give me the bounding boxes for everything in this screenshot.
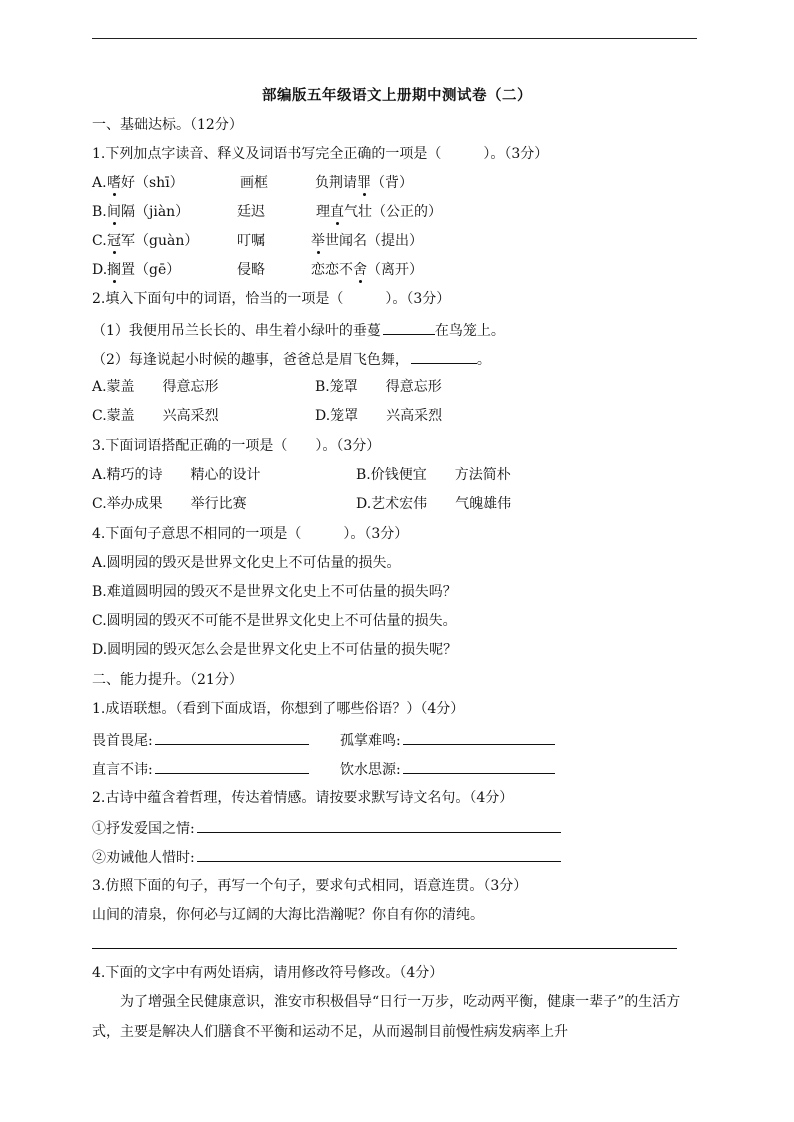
option-text: 隔（jiàn） bbox=[121, 204, 190, 220]
q2-option-b: B.笼罩 得意忘形 bbox=[315, 379, 442, 395]
option-word-1 bbox=[107, 261, 180, 279]
section-1-heading: 一、基础达标。（12分） bbox=[92, 117, 243, 133]
dotted-char: 举 bbox=[311, 233, 325, 249]
answer-line[interactable] bbox=[92, 948, 677, 949]
option-text: 世闻名（提出） bbox=[325, 233, 423, 249]
option-label: B. bbox=[92, 204, 107, 220]
q2-option-c: C.蒙盖 兴高采烈 bbox=[92, 408, 219, 424]
idiom-label: 饮水思源: bbox=[340, 762, 401, 778]
q2-sentence-1 bbox=[92, 320, 505, 340]
idiom-直言不讳 bbox=[92, 759, 309, 779]
poem-item-1 bbox=[92, 818, 561, 838]
sentence-text: （1）我便用吊兰长长的、串生着小绿叶的垂蔓 bbox=[92, 323, 381, 339]
q4-option-d: D.圆明园的毁灭怎么会是世界文化史上不可估量的损失呢？ bbox=[92, 642, 458, 658]
sentence-text: 。 bbox=[476, 352, 491, 368]
dotted-char: 舍 bbox=[353, 262, 367, 278]
option-text: 理 bbox=[316, 204, 330, 220]
option-text: 军（guàn） bbox=[121, 233, 199, 249]
sentence-text: 在鸟笼上。 bbox=[434, 323, 505, 339]
option-label: A. bbox=[92, 175, 107, 191]
poem-label: ①抒发爱国之情: bbox=[92, 821, 195, 837]
option-word-1 bbox=[107, 232, 198, 250]
answer-blank[interactable] bbox=[403, 730, 555, 745]
answer-blank[interactable] bbox=[197, 818, 561, 833]
dotted-char: 直 bbox=[330, 204, 344, 220]
q4-option-a: A.圆明园的毁灭是世界文化史上不可估量的损失。 bbox=[92, 555, 401, 571]
header-rule bbox=[92, 38, 697, 39]
q4-stem: 4.下面句子意思不相同的一项是（ ）。（3分） bbox=[92, 526, 409, 542]
idiom-畏首畏尾 bbox=[92, 730, 309, 750]
option-word-3 bbox=[315, 174, 413, 192]
dotted-char: 冠 bbox=[107, 233, 121, 249]
answer-blank[interactable] bbox=[197, 847, 561, 862]
option-text: 好（shī） bbox=[121, 175, 184, 191]
q1-stem: 1.下列加点字读音、释义及词语书写完全正确的一项是（ ）。（3分） bbox=[92, 146, 549, 162]
option-word-3 bbox=[311, 232, 423, 250]
option-word-2: 叮嘱 bbox=[237, 233, 265, 249]
section-2-heading: 二、能力提升。（21分） bbox=[92, 672, 243, 688]
idiom-label: 直言不讳: bbox=[92, 762, 153, 778]
s2-q4-stem: 4.下面的文字中有两处语病，请用修改符号修改。（4分） bbox=[92, 965, 444, 981]
option-label: D. bbox=[92, 262, 108, 278]
option-word-3 bbox=[311, 261, 423, 279]
sentence-text: （2）每逢说起小时候的趣事，爸爸总是眉飞色舞， bbox=[92, 352, 409, 368]
option-text: 负荆请 bbox=[315, 175, 357, 191]
dotted-char: 嗜 bbox=[107, 175, 121, 191]
q2-sentence-2 bbox=[92, 349, 491, 369]
poem-item-2 bbox=[92, 847, 561, 867]
option-word-3 bbox=[316, 203, 442, 221]
option-word-1 bbox=[107, 174, 184, 192]
option-text: 气壮（公正的） bbox=[344, 204, 442, 220]
q4-option-b: B.难道圆明园的毁灭不是世界文化史上不可估量的损失吗？ bbox=[92, 584, 457, 600]
s2-q3-stem: 3.仿照下面的句子，再写一个句子，要求句式相同，语意连贯。（3分） bbox=[92, 878, 528, 894]
idiom-label: 孤掌难鸣: bbox=[340, 733, 401, 749]
fill-blank[interactable] bbox=[411, 349, 477, 364]
dotted-char: 间 bbox=[107, 204, 121, 220]
q4-option-c: C.圆明园的毁灭不可能不是世界文化史上不可估量的损失。 bbox=[92, 613, 457, 629]
s2-q3-example: 山间的清泉，你何必与辽阔的大海比浩瀚呢？你自有你的清纯。 bbox=[92, 907, 484, 923]
option-text: 恋恋不 bbox=[311, 262, 353, 278]
option-text: （背） bbox=[371, 175, 413, 191]
option-word-2: 廷迟 bbox=[237, 204, 265, 220]
answer-blank[interactable] bbox=[403, 759, 555, 774]
answer-blank[interactable] bbox=[155, 759, 309, 774]
q3-stem: 3.下面词语搭配正确的一项是（ ）。（3分） bbox=[92, 438, 381, 454]
s2-q4-paragraph: 为了增强全民健康意识，淮安市积极倡导“日行一万步，吃动两平衡，健康一辈子”的生活方式，主要是解决人们膳食不平衡和运动不足，从而遏制目前慢性病发病率上升 bbox=[92, 994, 681, 1040]
q3-option-b: B.价钱便宜 方法简朴 bbox=[356, 467, 511, 483]
poem-label: ②劝诫他人惜时: bbox=[92, 850, 195, 866]
q2-option-a: A.蒙盖 得意忘形 bbox=[92, 379, 219, 395]
dotted-char: 搁 bbox=[107, 262, 121, 278]
q3-option-d: D.艺术宏伟 气魄雄伟 bbox=[356, 496, 512, 512]
page-title: 部编版五年级语文上册期中测试卷（二） bbox=[262, 87, 532, 104]
dotted-char: 罪 bbox=[357, 175, 371, 191]
q2-option-d: D.笼罩 兴高采烈 bbox=[315, 408, 443, 424]
option-word-2: 侵略 bbox=[237, 262, 265, 278]
s2-q1-stem: 1.成语联想。（看到下面成语，你想到了哪些俗语？）（4分） bbox=[92, 701, 465, 717]
s2-q2-stem: 2.古诗中蕴含着哲理，传达着情感。请按要求默写诗文名句。（4分） bbox=[92, 790, 514, 806]
idiom-饮水思源 bbox=[340, 759, 555, 779]
option-label: C. bbox=[92, 233, 107, 249]
idiom-孤掌难鸣 bbox=[340, 730, 555, 750]
answer-blank[interactable] bbox=[155, 730, 309, 745]
q3-option-c: C.举办成果 举行比赛 bbox=[92, 496, 247, 512]
q2-stem: 2.填入下面句中的词语，恰当的一项是（ ）。（3分） bbox=[92, 291, 451, 307]
fill-blank[interactable] bbox=[383, 320, 435, 335]
option-text: 置（gē） bbox=[121, 262, 181, 278]
q3-option-a: A.精巧的诗 精心的设计 bbox=[92, 467, 261, 483]
option-text: （离开） bbox=[367, 262, 423, 278]
option-word-1 bbox=[107, 203, 189, 221]
idiom-label: 畏首畏尾: bbox=[92, 733, 153, 749]
option-word-2: 画框 bbox=[240, 175, 268, 191]
